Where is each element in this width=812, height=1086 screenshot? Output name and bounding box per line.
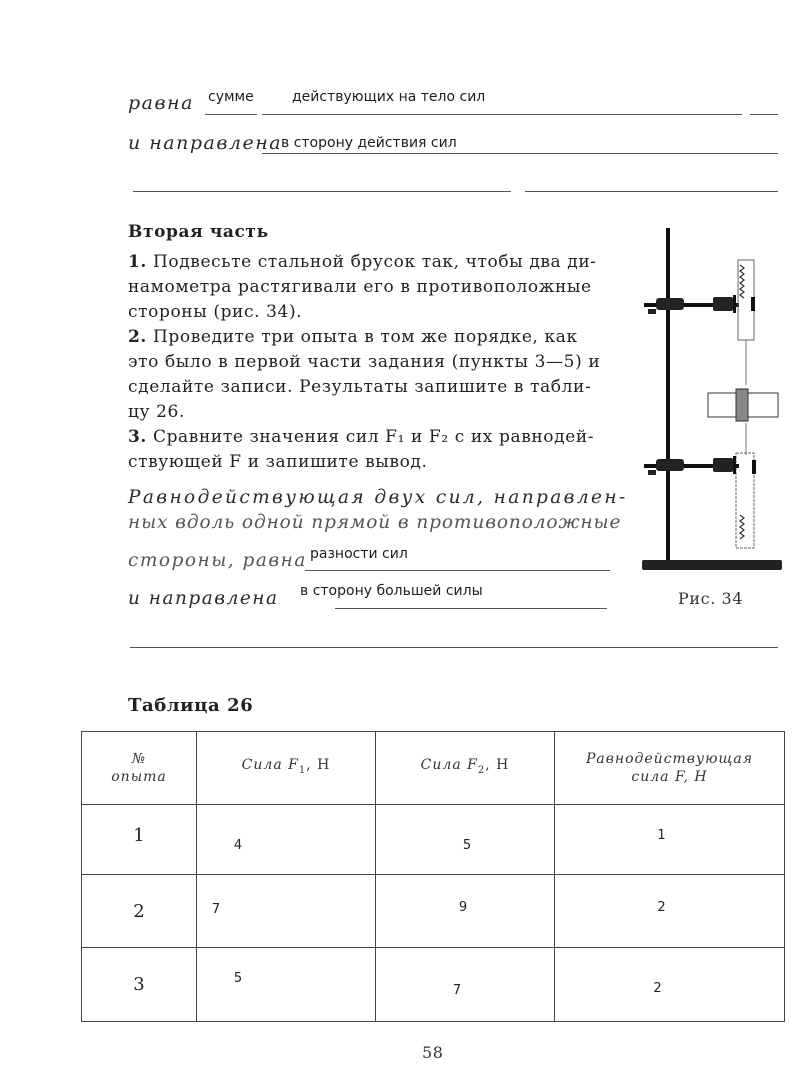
underline-1c — [750, 114, 778, 115]
cell-experiment-number: 1 — [82, 805, 197, 875]
underline-1a — [205, 114, 257, 115]
cell-resultant: 2 — [555, 948, 785, 1022]
step-text: это было в первой части задания (пункты 3—5) и — [128, 352, 601, 372]
header-force-f2: Сила $F_2$, Н — [376, 732, 555, 805]
cell-experiment-number: 3 — [82, 948, 197, 1022]
page-number: 58 — [422, 1043, 444, 1062]
underline-3a — [133, 191, 511, 192]
cell-f2: 7 — [376, 948, 555, 1022]
table-title: Таблица 26 — [128, 695, 254, 716]
answer-larger-force: в сторону большей силы — [300, 583, 483, 599]
underline-1b — [262, 114, 742, 115]
label-directed: и направлена — [128, 588, 279, 609]
cell-resultant: 1 — [555, 805, 785, 875]
step-text: стороны (рис. 34). — [128, 302, 303, 322]
label-directed-top: и направлена — [128, 132, 283, 154]
figure-caption: Рис. 34 — [678, 589, 744, 608]
step-num: 2. — [128, 327, 147, 347]
step-text: ствующей F и запишите вывод. — [128, 452, 428, 472]
label-equal: стороны, равна — [128, 550, 307, 571]
step-text: Проведите три опыта в том же порядке, как — [152, 327, 578, 347]
answer-sum: сумме — [208, 89, 254, 105]
underline-2 — [262, 153, 778, 154]
step-num: 1. — [128, 252, 147, 272]
table-header-row — [82, 732, 785, 805]
header-force-f1: Сила $F_1$, Н — [197, 732, 376, 805]
underline-3b — [525, 191, 778, 192]
step-num: 3. — [128, 427, 147, 447]
cell-f1: 5 — [197, 948, 376, 1022]
cell-f1: 7 — [197, 875, 376, 948]
step-1 — [128, 250, 618, 325]
cell-f2: 5 — [376, 805, 555, 875]
label-ravna-top: равна — [128, 92, 194, 114]
results-table — [81, 731, 785, 1022]
cell-f1: 4 — [197, 805, 376, 875]
step-text: намометра растягивали его в противоположные — [128, 277, 592, 297]
step-text: Сравните значения сил F₁ и F₂ с их равнодей- — [152, 427, 595, 447]
step-2 — [128, 325, 618, 425]
cell-f2: 9 — [376, 875, 555, 948]
step-text: Подвесьте стальной брусок так, чтобы два ди- — [152, 252, 597, 272]
cell-experiment-number: 2 — [82, 875, 197, 948]
conclusion-line-1: Равнодействующая двух сил, направлен- — [128, 487, 628, 508]
answer-difference: разности сил — [310, 546, 408, 562]
conclusion-line-2: ных вдоль одной прямой в противоположные — [128, 512, 622, 533]
table-row — [82, 805, 785, 875]
underline-free — [130, 647, 778, 648]
section-heading: Вторая часть — [128, 222, 269, 242]
answer-direction-top: в сторону действия сил — [281, 135, 457, 151]
step-text: сделайте записи. Результаты запишите в табли- — [128, 377, 592, 397]
underline-equal — [305, 570, 610, 571]
answer-acting-forces: действующих на тело сил — [292, 89, 486, 105]
table-row — [82, 875, 785, 948]
instructions — [128, 250, 618, 475]
cell-resultant: 2 — [555, 875, 785, 948]
header-experiment-number: № опыта — [82, 732, 197, 805]
figure-34-stand-icon — [630, 225, 790, 580]
step-text: цу 26. — [128, 402, 185, 422]
underline-direction — [335, 608, 607, 609]
table-row — [82, 948, 785, 1022]
header-resultant-force: Равнодействующая сила F, Н — [555, 732, 785, 805]
step-3 — [128, 425, 618, 475]
